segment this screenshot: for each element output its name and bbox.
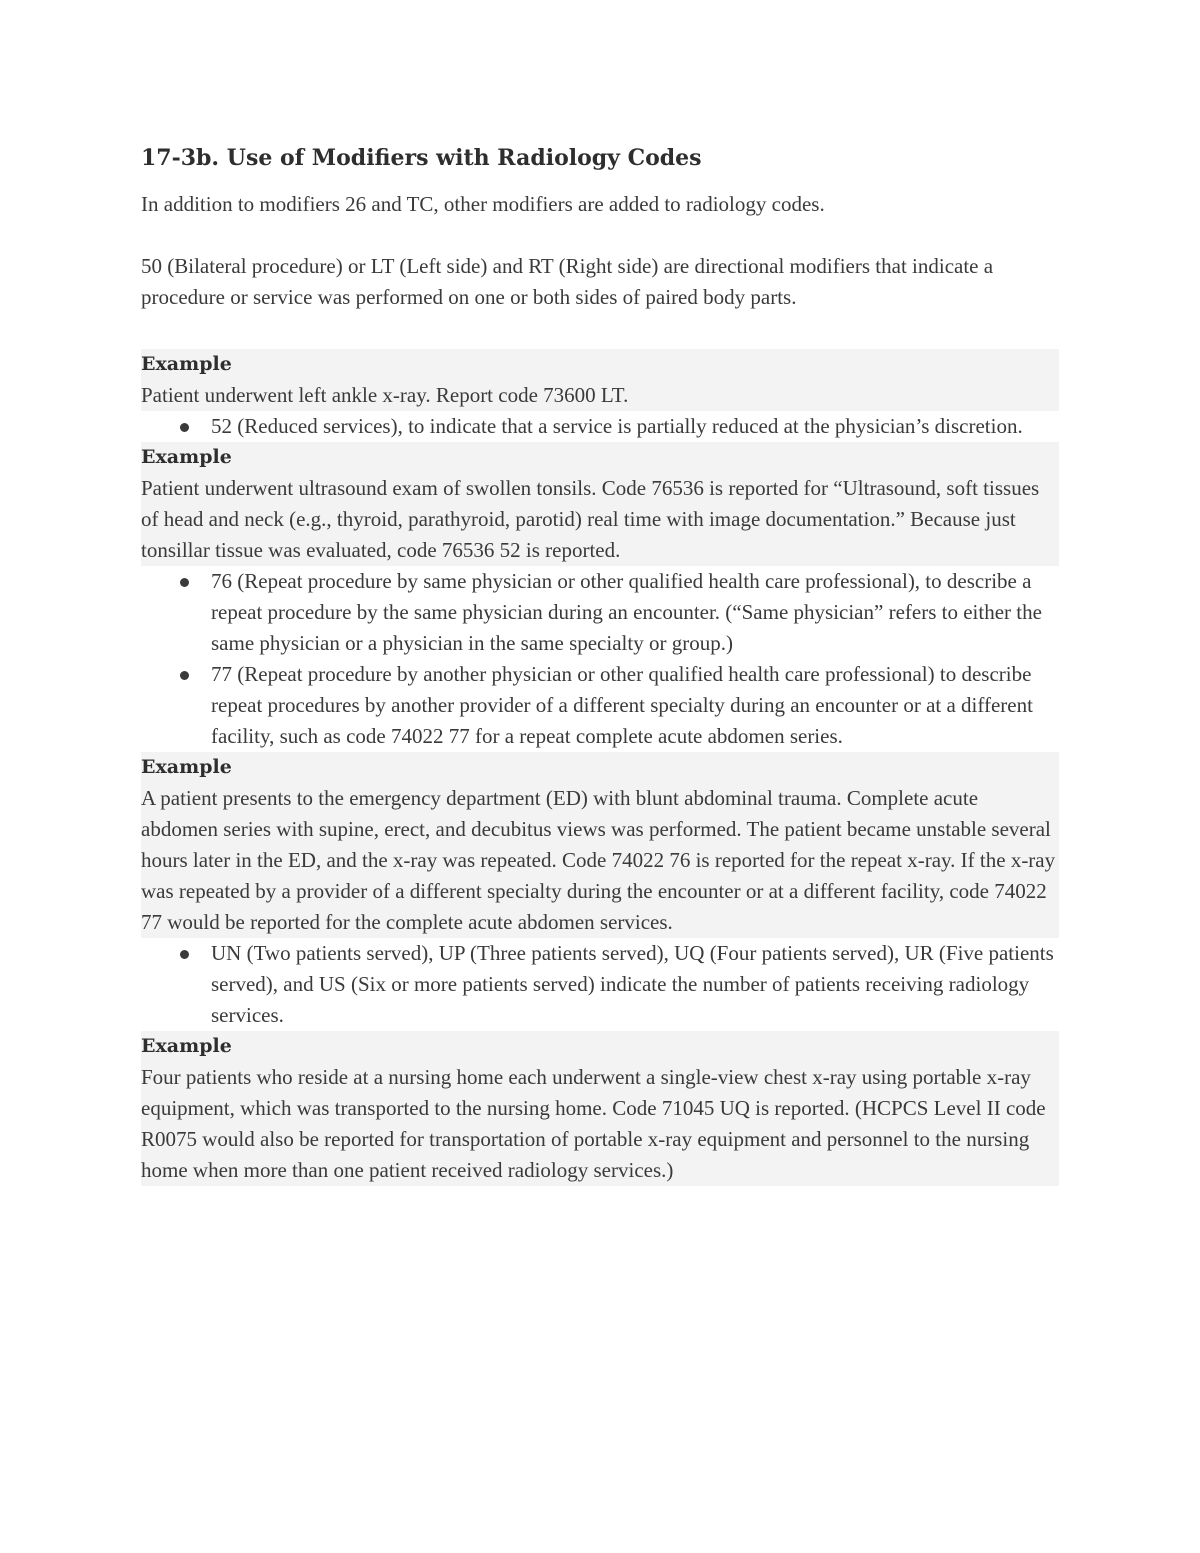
example-box-4 [141, 1031, 1059, 1186]
document-page [141, 140, 1059, 1186]
list-item-text: 77 (Repeat procedure by another physician or other qualified health care professional) to describe repeat procedures by another provider of a different specialty during an encounter or at a different facility, such as code 74022 77 for a repeat complete acute abdomen series. [211, 662, 1033, 748]
example-text: Four patients who reside at a nursing home each underwent a single-view chest x-ray using portable x-ray equipment, which was transported to the nursing home. Code 71045 UQ is reported. (HCPCS Level II code R0075 would also be reported for transportation of portable x-ray equipment and personnel to the nursing home when more than one patient received radiology services.) [141, 1065, 1046, 1182]
list-item-text: UN (Two patients served), UP (Three patients served), UQ (Four patients served), UR (Five patients served), and US (Six or more patients served) indicate the number of patients receiving radiology services. [211, 941, 1054, 1027]
list-item [141, 938, 1059, 1031]
intro-paragraph: In addition to modifiers 26 and TC, other modifiers are added to radiology codes. [141, 192, 825, 216]
example-text: Patient underwent left ankle x-ray. Report code 73600 LT. [141, 383, 629, 407]
list-item [141, 411, 1059, 442]
example-box-1 [141, 349, 1059, 411]
modifier-list [141, 411, 1059, 442]
example-text: Patient underwent ultrasound exam of swollen tonsils. Code 76536 is reported for “Ultrasound, soft tissues of head and neck (e.g., thyroid, parathyroid, parotid) real time with image documentation.” Because just tonsillar tissue was evaluated, code 76536 52 is reported. [141, 476, 1040, 562]
section-title: 17-3b. Use of Modifiers with Radiology Codes [141, 145, 702, 171]
bullet-icon [180, 950, 189, 959]
bullet-icon [180, 578, 189, 587]
modifier-list [141, 566, 1059, 752]
bullet-icon [180, 423, 189, 432]
list-item [141, 659, 1059, 752]
list-item-text: 76 (Repeat procedure by same physician or other qualified health care professional), to describe a repeat procedure by the same physician during an encounter. (“Same physician” refers to either the same physician or a physician in the same specialty or group.) [211, 569, 1042, 655]
example-box-2 [141, 442, 1059, 566]
modifier-list [141, 938, 1059, 1031]
list-item-text: 52 (Reduced services), to indicate that a service is partially reduced at the physician’s discretion. [211, 414, 1023, 438]
example-text: A patient presents to the emergency department (ED) with blunt abdominal trauma. Complete acute abdomen series with supine, erect, and decubitus views was performed. The patient became unstable several hours later in the ED, and the x-ray was repeated. Code 74022 76 is reported for the repeat x-ray. If the x-ray was repeated by a provider of a different specialty during the encounter or at a different facility, code 74022 77 would be reported for the complete acute abdomen services. [141, 786, 1056, 934]
example-heading: Example [141, 756, 232, 778]
bullet-icon [180, 671, 189, 680]
directional-modifiers-paragraph: 50 (Bilateral procedure) or LT (Left side) and RT (Right side) are directional modifiers that indicate a procedure or service was performed on one or both sides of paired body parts. [141, 254, 994, 309]
example-box-3 [141, 752, 1059, 938]
list-item [141, 566, 1059, 659]
example-heading: Example [141, 353, 232, 375]
example-heading: Example [141, 1035, 232, 1057]
example-heading: Example [141, 446, 232, 468]
